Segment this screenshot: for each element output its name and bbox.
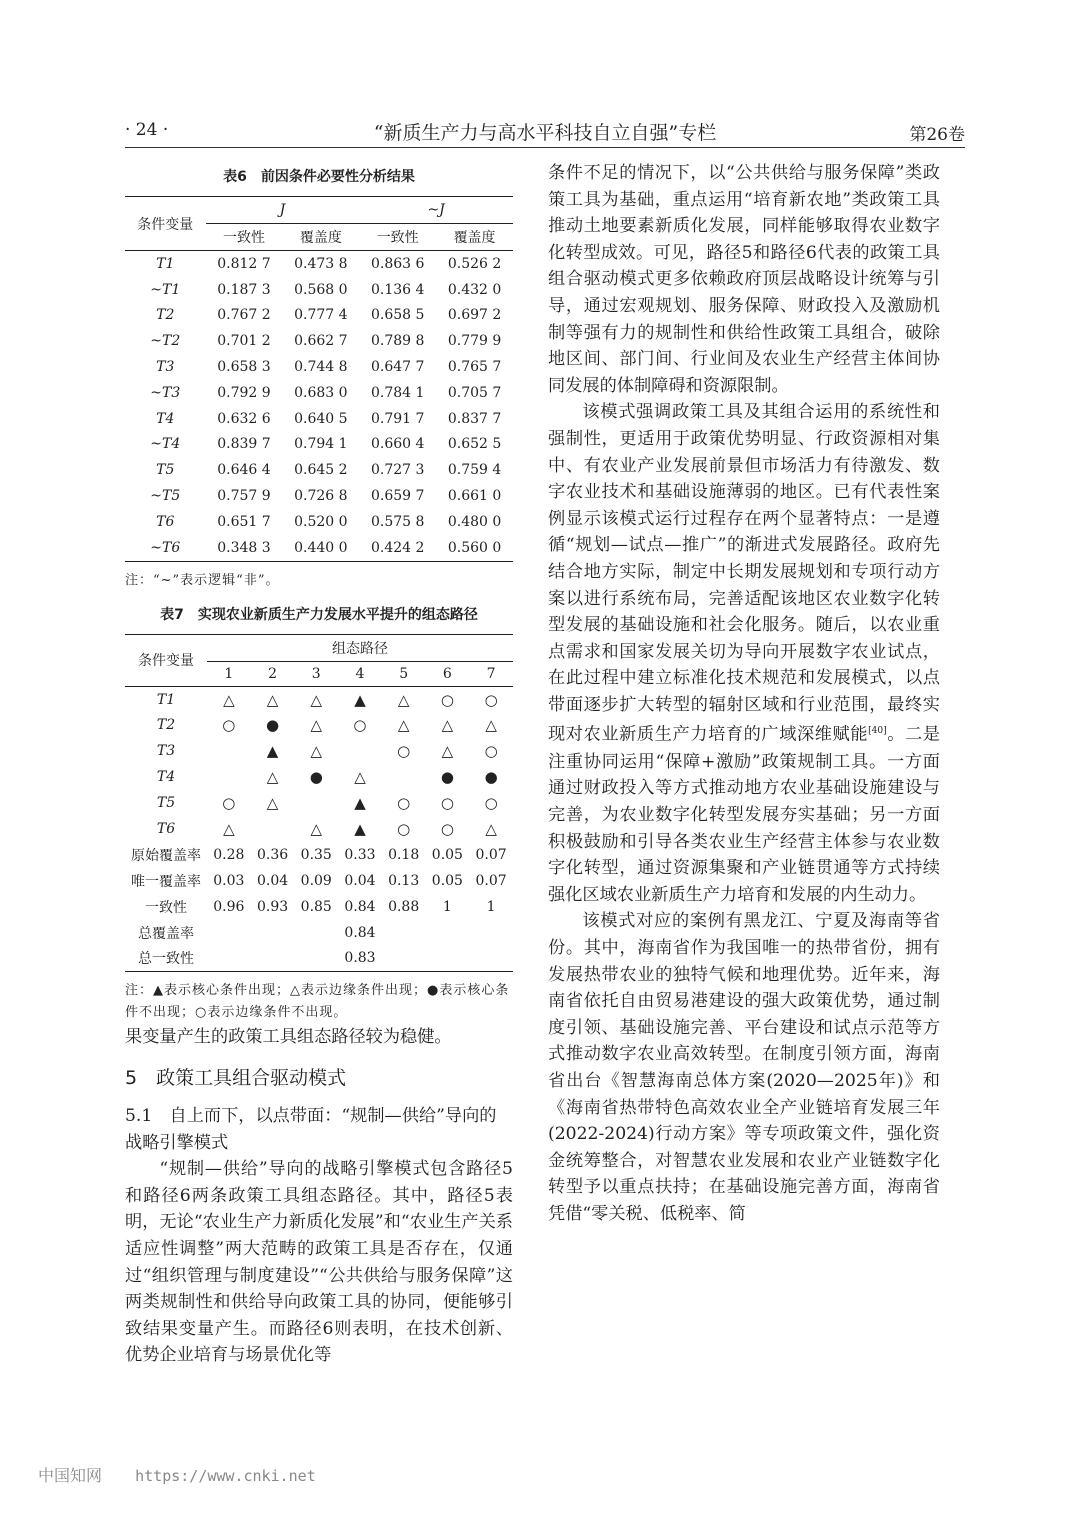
table-cell: 0.575 8 (370, 513, 425, 530)
table-cell: T4 (156, 410, 175, 427)
table-cell: ○ (484, 794, 498, 813)
table-row (125, 868, 513, 894)
paragraph: 该模式对应的案例有黑龙江、宁夏及海南等省份。其中，海南省作为我国唯一的热带省份，拥有发展热带农业的独特气候和地理优势。近年来，海南省依托自由贸易港建设的强大政策优势，通过制度引领、基础设施完善、平台建设和试点示范等方式推动数字农业高效转型。在制度引领方面，海南省出台《智慧海南总体方案(2020—2025年)》和《海南省热带特色高效农业全产业链培育发展三年(2022-2024)行动方案》等专项政策文件，强化资金统筹整合，对智慧农业发展和农业产业链数字化转型予以重点扶持；在基础设施完善方面，海南省凭借“零关税、低税率、简 (548, 911, 940, 1224)
table-cell: 0.662 7 (294, 333, 348, 350)
table6-subcol: 一致性 (206, 224, 283, 251)
table-cell: △ (310, 690, 323, 709)
table-cell: 0.705 7 (447, 384, 502, 401)
paragraph-text: 。二是注重协同运用“保障+激励”政策规制工具。一方面通过财政投入等方式推动地方农业基础设施建设与完善，为农业数字化转型发展夯实基础；另一方面积极鼓励和引导各类农业生产经营主体参与农业数字化转型，通过资源集聚和产业链贯通等方式持续强化区域农业新质生产力培育和发展的内生动力。 (548, 725, 940, 905)
table-row (125, 738, 513, 764)
table-cell: ~T5 (150, 488, 181, 505)
section-heading: 5 政策工具组合驱动模式 (125, 1066, 347, 1089)
table-cell: T5 (156, 795, 176, 812)
table-cell: T2 (156, 307, 175, 324)
table-cell: 0.652 5 (447, 436, 502, 453)
table6-var-header: 条件变量 (125, 197, 206, 251)
table-cell: 0.348 3 (217, 539, 271, 556)
table7-path-header: 4 (338, 661, 382, 686)
table-cell: 0.84 (344, 898, 376, 915)
table-cell: ~T3 (150, 384, 181, 401)
table-cell: △ (223, 819, 235, 838)
table-cell: 0.661 0 (447, 488, 502, 505)
table-cell: △ (310, 716, 323, 735)
table-cell: 1 (486, 898, 496, 915)
table-cell: 0.651 7 (217, 513, 271, 530)
table-cell: 0.96 (213, 898, 245, 915)
table-cell: ○ (484, 742, 498, 761)
footer (38, 1463, 316, 1486)
table-cell: 0.526 2 (447, 255, 502, 272)
table-cell: ○ (397, 794, 411, 813)
table-cell: 0.839 7 (217, 436, 271, 453)
brand-label: 中国知网 (38, 1466, 103, 1485)
table7-caption: 表7 实现农业新质生产力发展水平提升的组态路径 (160, 606, 478, 623)
table-cell: 0.88 (388, 898, 420, 915)
page-header (125, 118, 965, 150)
table-cell: 0.07 (475, 872, 507, 889)
table-cell: ○ (222, 716, 236, 735)
table-cell: 原始覆盖率 (131, 847, 201, 864)
table-cell: 0.794 1 (294, 436, 348, 453)
header-rule (125, 147, 965, 148)
table-row (125, 457, 513, 483)
table-row (125, 380, 513, 406)
right-column (548, 160, 940, 1227)
table-cell: 0.13 (388, 872, 420, 889)
table-cell: 0.647 7 (370, 359, 425, 376)
table-cell: 0.789 8 (370, 333, 425, 350)
table-cell: ○ (397, 742, 411, 761)
table-cell: 0.560 0 (447, 539, 502, 556)
table-cell: ○ (440, 690, 454, 709)
table-cell: ● (440, 768, 454, 787)
table-cell (338, 738, 382, 764)
table-cell: ○ (353, 716, 367, 735)
table-cell: 0.83 (344, 950, 376, 967)
table-row (125, 842, 513, 868)
table-cell: 0.136 4 (370, 281, 425, 298)
table-cell: T6 (156, 513, 175, 530)
table-cell: 0.36 (256, 846, 289, 863)
table-cell: 0.432 0 (447, 281, 502, 298)
table7-note: 注：▲表示核心条件出现；△表示边缘条件出现；●表示核心条件不出现；○表示边缘条件不出现。 (125, 983, 510, 1021)
table-cell: 0.765 7 (447, 359, 502, 376)
table7-path-header: 5 (382, 661, 426, 686)
table-cell: 唯一覆盖率 (131, 873, 201, 890)
table-cell: 0.85 (300, 898, 332, 915)
table-cell: 0.779 9 (447, 333, 502, 350)
table6-group-notj: ~J (359, 197, 513, 224)
table-cell: 0.726 8 (294, 488, 348, 505)
table-cell: 0.520 0 (294, 513, 348, 530)
table-cell: 0.33 (344, 846, 376, 863)
table7-path-header: 1 (207, 661, 251, 686)
table-cell: 0.645 2 (294, 462, 348, 479)
table-cell: 0.791 7 (370, 410, 425, 427)
table6-group-j: J (206, 197, 360, 224)
table-row (125, 277, 513, 303)
table-cell: 0.744 8 (294, 359, 348, 376)
table-cell: 0.767 2 (217, 307, 271, 324)
table-cell: △ (223, 690, 235, 709)
table-cell: 0.424 2 (370, 539, 425, 556)
subsection-heading: 5.1 自上而下，以点带面：“规制—供给”导向的战略引擎模式 (125, 1105, 497, 1153)
table-cell: △ (441, 742, 454, 761)
table-cell: 0.473 8 (294, 255, 348, 272)
table-cell: 0.84 (344, 924, 376, 941)
table-row (125, 432, 513, 458)
table-cell: 总覆盖率 (138, 925, 194, 942)
table-row (125, 945, 513, 971)
table-cell: 1 (442, 898, 452, 915)
table-cell: 0.04 (344, 872, 376, 889)
table-cell: 0.777 4 (294, 307, 348, 324)
table-cell: 0.837 7 (447, 410, 502, 427)
table-row (125, 816, 513, 842)
page-number: · 24 · (125, 120, 169, 140)
table-cell: 0.659 7 (370, 488, 425, 505)
table-cell (207, 738, 251, 764)
table-cell: △ (266, 690, 279, 709)
table-cell: 0.697 2 (447, 307, 502, 324)
paragraph: 果变量产生的政策工具组态路径较为稳健。 (125, 1027, 452, 1048)
paragraph: 条件不足的情况下，以“公共供给与服务保障”类政策工具为基础，重点运用“培育新农地”类政策工具推动土地要素新质化发展，同样能够取得农业数字化转型成效。可见，路径5和路径6代表的政策工具组合驱动模式更多依赖政府顶层战略设计统筹与引导，通过宏观规划、服务保障、财政投入及激励机制等强有力的规制性和供给性政策工具组合，破除地区间、部门间、行业间及农业生产经营主体间协同发展的体制障碍和资源限制。 (548, 163, 940, 396)
table-cell: ● (484, 768, 498, 787)
table-row (125, 483, 513, 509)
paragraph: “规制—供给”导向的战略引擎模式包含路径5和路径6两条政策工具组态路径。其中，路径5表明，无论“农业生产力新质化发展”和“农业生产关系适应性调整”两大范畴的政策工具是否存在，仅通过“组织管理与制度建设”“公共供给与服务保障”这两类规制性和供给导向政策工具的协同，便能够引致结果变量产生。而路径6则表明，在技术创新、优势企业培育与场景优化等 (125, 1159, 513, 1366)
table-cell: △ (310, 819, 323, 838)
table7-path-header: 2 (251, 661, 295, 686)
table-cell: 0.18 (388, 846, 420, 863)
table-cell: ● (309, 768, 323, 787)
table-cell: ▲ (354, 794, 366, 813)
table7-path-header: 7 (469, 661, 513, 686)
table-cell: 0.812 7 (217, 255, 271, 272)
table6-caption: 表6 前因条件必要性分析结果 (223, 169, 415, 185)
table-cell: 0.660 4 (370, 436, 425, 453)
table-cell: 0.792 9 (217, 384, 271, 401)
table-cell: 总一致性 (138, 951, 194, 968)
table-cell: △ (397, 716, 410, 735)
paragraph-text: 该模式强调政策工具及其组合运用的系统性和强制性，更适用于政策优势明显、行政资源相对集中、有农业产业发展前景但市场活力有待激发、数字农业技术和基础设施薄弱的地区。已有代表性案例显示该模式运行过程存在两个显著特点：一是遵循“规划—试点—推广”的渐进式发展路径。政府先结合地方实际，制定中长期发展规划和专项行动方案以进行系统布局，完善适配该地区农业数字化转型发展的基础设施和社会化服务。随后，以农业重点需求和国家发展关切为导向开展数字农业试点，在此过程中建立标准化技术规范和发展模式，以点带面逐步扩大转型的辐射区域和行业范围，最终实现对农业新质生产力培育的广域深维赋能 (548, 402, 940, 746)
table-cell: 0.04 (256, 872, 289, 889)
table7-path-header: 3 (294, 661, 338, 686)
table-cell: △ (441, 716, 454, 735)
table-cell: △ (310, 742, 323, 761)
table-cell (382, 764, 426, 790)
table-cell: ○ (397, 819, 411, 838)
table-cell: 0.759 4 (447, 462, 502, 479)
table-row (125, 354, 513, 380)
table-row (125, 303, 513, 329)
table-cell: T4 (156, 769, 176, 786)
table-cell: 0.187 3 (217, 281, 271, 298)
table-cell: 0.480 0 (447, 513, 502, 530)
table-cell: 0.640 5 (294, 410, 348, 427)
table-cell: ▲ (266, 742, 279, 761)
table-cell: △ (266, 768, 279, 787)
table-cell: T3 (156, 359, 175, 376)
paragraph (548, 399, 940, 908)
table6 (125, 196, 513, 562)
table-cell: 0.632 6 (217, 410, 271, 427)
table-cell: 0.05 (431, 846, 463, 863)
table-cell (251, 816, 295, 842)
table-cell: ▲ (354, 690, 366, 709)
table-cell: △ (397, 690, 410, 709)
table-cell (207, 764, 251, 790)
table-cell: 0.646 4 (217, 462, 271, 479)
table-cell: 0.568 0 (294, 281, 348, 298)
table-cell: T2 (156, 717, 176, 734)
table-cell: 0.35 (300, 846, 332, 863)
table-cell: T5 (156, 462, 175, 479)
table-row (125, 920, 513, 946)
table-cell: T1 (156, 691, 176, 708)
table-row (125, 251, 513, 277)
table-cell: △ (266, 794, 279, 813)
table-cell: 0.757 9 (217, 488, 271, 505)
table-row (125, 686, 513, 712)
left-column (125, 160, 513, 1369)
volume-label: 第26卷 (909, 125, 965, 145)
table-cell: 0.03 (213, 872, 245, 889)
table-cell: 0.440 0 (294, 539, 348, 556)
table6-note: 注：“~”表示逻辑“非”。 (125, 572, 280, 588)
table-cell: 0.727 3 (370, 462, 425, 479)
table-row (125, 406, 513, 432)
table-cell: T6 (156, 820, 176, 837)
table-row (125, 894, 513, 920)
table-cell: 0.658 5 (370, 307, 425, 324)
table-cell: ○ (440, 794, 454, 813)
table7-group-header: 组态路径 (207, 634, 513, 661)
table6-subcol: 覆盖度 (282, 224, 359, 251)
table-cell: 0.05 (431, 872, 463, 889)
table-cell: ● (266, 716, 280, 735)
table-cell: 0.863 6 (370, 255, 425, 272)
table-cell: 一致性 (145, 899, 187, 916)
table-cell: 0.93 (256, 898, 289, 915)
table-cell: ○ (440, 819, 454, 838)
table-cell: ~T4 (150, 436, 181, 453)
table-cell: ~T1 (150, 281, 181, 298)
table-cell: ▲ (354, 819, 366, 838)
table-cell: 0.683 0 (294, 384, 348, 401)
table-cell: △ (485, 819, 497, 838)
site-url[interactable]: https://www.cnki.net (135, 1467, 316, 1485)
table-cell: △ (485, 716, 497, 735)
table-cell: 0.784 1 (370, 384, 425, 401)
table-cell: ~T6 (150, 539, 181, 556)
table6-subcol: 覆盖度 (436, 224, 513, 251)
table-cell: 0.658 3 (217, 359, 271, 376)
column-title: “新质生产力与高水平科技自立自强”专栏 (373, 122, 717, 144)
table-cell: T3 (156, 743, 176, 760)
table-cell: 0.28 (213, 846, 245, 863)
table-cell: 0.701 2 (217, 333, 271, 350)
table-cell: ○ (222, 794, 236, 813)
table-row (125, 712, 513, 738)
table-row (125, 535, 513, 561)
table7 (125, 634, 513, 973)
table-cell (294, 790, 338, 816)
table-row (125, 790, 513, 816)
table-cell: T1 (156, 255, 175, 272)
table-row (125, 509, 513, 535)
table-row (125, 328, 513, 354)
table-cell: ○ (484, 690, 498, 709)
table-row (125, 764, 513, 790)
table6-subcol: 一致性 (359, 224, 436, 251)
table-cell: ~T2 (150, 333, 181, 350)
table7-var-header: 条件变量 (125, 634, 207, 686)
table-cell: △ (354, 768, 366, 787)
table-cell: 0.09 (300, 872, 332, 889)
table-cell: 0.07 (475, 846, 507, 863)
citation-ref[interactable]: [40] (868, 726, 887, 737)
table7-path-header: 6 (426, 661, 470, 686)
